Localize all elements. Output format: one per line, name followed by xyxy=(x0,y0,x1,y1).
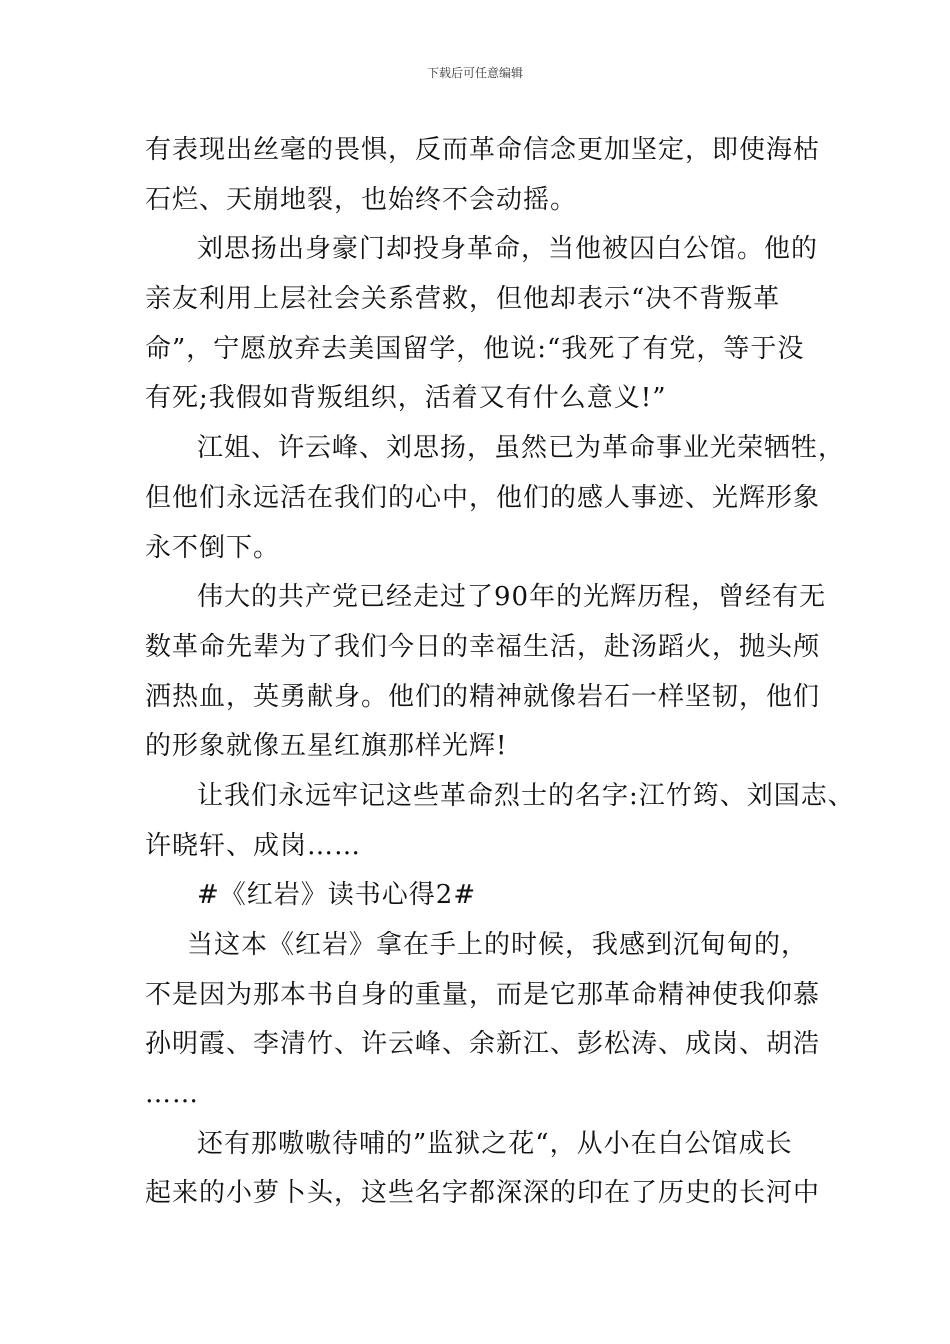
text-line: 有死;我假如背叛组织，活着又有什么意义!” xyxy=(145,383,667,414)
paragraph-start: 伟大的共产党已经走过了90年的光辉历程，曾经有无 xyxy=(197,582,827,613)
text-line: 命”，宁愿放弃去美国留学，他说:“我死了有党，等于没 xyxy=(145,333,805,364)
paragraph-start: 当这本《红岩》拿在手上的时候，我感到沉甸甸的， xyxy=(187,930,809,960)
text-line: 不是因为那本书自身的重量，而是它那革命精神使我仰慕 xyxy=(145,979,821,1010)
text-line: 的形象就像五星红旗那样光辉! xyxy=(145,731,508,762)
text-line: 永不倒下。 xyxy=(145,532,281,563)
text-line: 亲友利用上层社会关系营救，但他却表示“决不背叛革 xyxy=(145,284,781,315)
text-line: 许晓轩、成岗…… xyxy=(145,830,362,861)
text-line: …… xyxy=(145,1079,199,1110)
text-line: 有表现出丝毫的畏惧，反而革命信念更加坚定，即使海枯 xyxy=(145,135,821,165)
text-line: 孙明霞、李清竹、许云峰、余新江、彭松涛、成岗、胡浩 xyxy=(145,1029,821,1060)
paragraph-start: 还有那嗷嗷待哺的”监狱之花“，从小在白公馆成长 xyxy=(197,1128,793,1159)
paragraph-start: 让我们永远牢记这些革命烈士的名字:江竹筠、刘国志、 xyxy=(197,780,855,811)
section-heading: #《红岩》读书心得2# xyxy=(197,880,477,911)
text-line: 但他们永远活在我们的心中，他们的感人事迹、光辉形象 xyxy=(145,482,821,513)
text-line: 石烂、天崩地裂，也始终不会动摇。 xyxy=(145,184,578,215)
text-line: 起来的小萝卜头，这些名字都深深的印在了历史的长河中 xyxy=(145,1178,821,1209)
document-body xyxy=(145,126,855,1219)
paragraph-start: 刘思扬出身豪门却投身革命，当他被囚白公馆。他的 xyxy=(197,234,819,265)
text-line: 数革命先辈为了我们今日的幸福生活，赴汤蹈火，抛头颅 xyxy=(145,631,821,662)
paragraph-start: 江姐、许云峰、刘思扬，虽然已为革命事业光荣牺牲， xyxy=(197,433,846,464)
page-header: 下载后可任意编辑 xyxy=(426,66,523,80)
text-line: 洒热血，英勇献身。他们的精神就像岩石一样坚韧，他们 xyxy=(145,681,821,712)
